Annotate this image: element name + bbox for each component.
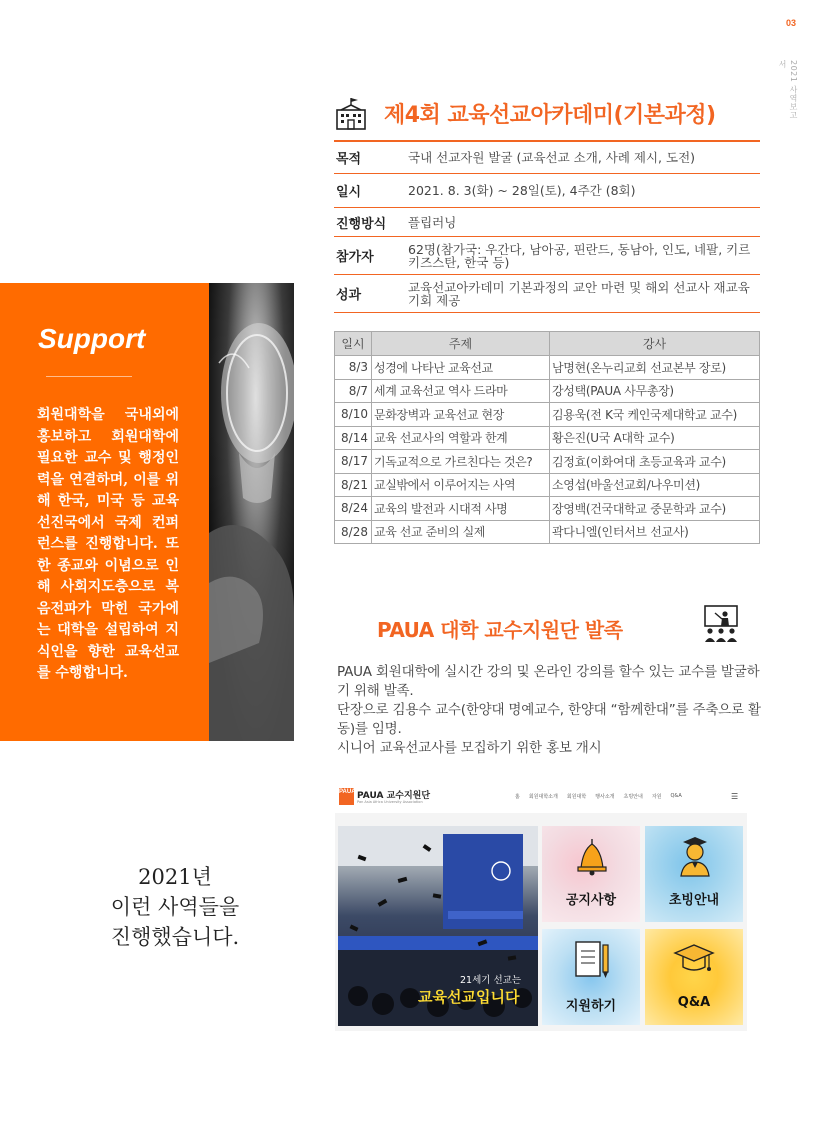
table-row bbox=[335, 497, 760, 521]
row-date: 8/28 bbox=[335, 520, 372, 544]
tile-notice[interactable] bbox=[542, 826, 640, 922]
graduate-person-icon bbox=[677, 834, 713, 878]
header-speaker: 강사 bbox=[550, 332, 760, 356]
table-row bbox=[335, 403, 760, 427]
tile-label: 공지사항 bbox=[565, 893, 617, 908]
table-row bbox=[335, 520, 760, 544]
graduation-cap-icon bbox=[673, 941, 715, 977]
info-label: 진행방식 bbox=[336, 216, 387, 232]
row-topic: 교육 선교사의 역할과 한계 bbox=[372, 426, 550, 450]
row-topic: 교육 선교 준비의 실제 bbox=[372, 520, 550, 544]
side-running-label: 2021 사역보고서 bbox=[778, 60, 798, 120]
nav-item[interactable]: 회원대학소개 bbox=[528, 794, 558, 800]
table-row bbox=[335, 356, 760, 380]
nav-item[interactable]: 회원대학 bbox=[566, 794, 587, 800]
faculty-title: PAUA 대학 교수지원단 발족 bbox=[377, 618, 623, 642]
hero-caption-line2: 교육선교입니다 bbox=[418, 988, 520, 1006]
info-label: 목적 bbox=[336, 152, 362, 167]
website-logo-text: PAUA 교수지원단 bbox=[357, 791, 431, 801]
info-label: 참가자 bbox=[336, 250, 374, 265]
lecture-audience-icon bbox=[701, 604, 741, 644]
graduation-hero-image bbox=[338, 826, 538, 1026]
hamburger-menu-icon[interactable]: ☰ bbox=[731, 792, 739, 801]
row-topic: 교육의 발전과 시대적 사명 bbox=[372, 497, 550, 521]
bell-icon bbox=[575, 836, 609, 876]
website-logo-mark: PAUA bbox=[339, 788, 354, 805]
row-speaker: 김정효(이화여대 초등교육과 교수) bbox=[550, 450, 760, 474]
row-date: 8/3 bbox=[335, 356, 372, 380]
row-date: 8/7 bbox=[335, 379, 372, 403]
info-label: 성과 bbox=[336, 288, 362, 303]
schedule-header-row bbox=[335, 332, 760, 356]
row-speaker: 김용욱(전 K국 케인국제대학교 교수) bbox=[550, 403, 760, 427]
faculty-paragraph: 단장으로 김용수 교수(한양대 명예교수, 한양대 “함께한대”를 주축으로 활동)를 임명. bbox=[337, 702, 761, 737]
info-value: 국내 선교자원 발굴 (교육선교 소개, 사례 제시, 도전) bbox=[408, 150, 696, 165]
tile-invitation[interactable] bbox=[645, 826, 743, 922]
row-date: 8/10 bbox=[335, 403, 372, 427]
faculty-paragraph: PAUA 회원대학에 실시간 강의 및 온라인 강의를 할수 있는 교수를 발굴하기 위해 발족. bbox=[337, 664, 760, 699]
support-description: 회원대학을 국내외에 홍보하고 회원대학에 필요한 교수 및 행정인력을 연결하며, 이를 위해 한국, 미국 등 교육선진국에서 국제 컨퍼런스를 진행합니다. 또한 종교와 이념으로 인해 사회지도층으로 복음전파가 막힌 국가에는 대학을 설립하여 지식인을 향한 교육선교를 수행합니다. bbox=[37, 407, 179, 681]
page-number: 03 bbox=[786, 18, 797, 28]
website-screenshot bbox=[335, 781, 747, 1031]
row-date: 8/17 bbox=[335, 450, 372, 474]
info-row-outcome bbox=[334, 275, 760, 313]
academy-info-table bbox=[334, 140, 760, 313]
tile-label: 초빙안내 bbox=[668, 893, 720, 908]
row-topic: 문화장벽과 교육선교 현장 bbox=[372, 403, 550, 427]
faculty-description bbox=[337, 663, 762, 758]
row-date: 8/24 bbox=[335, 497, 372, 521]
table-row bbox=[335, 450, 760, 474]
row-speaker: 소영섭(바울선교회/나우미션) bbox=[550, 473, 760, 497]
faculty-paragraph: 시니어 교육선교사를 모집하기 위한 홍보 개시 bbox=[337, 740, 602, 756]
nav-item[interactable]: Q&A bbox=[670, 793, 682, 799]
row-speaker: 강성택(PAUA 사무총장) bbox=[550, 379, 760, 403]
info-row-date bbox=[334, 174, 760, 208]
website-logo-subtitle: Pan Asia Africa University Association bbox=[357, 800, 423, 804]
support-title: Support bbox=[38, 323, 146, 354]
year-caption-line2: 이런 사역들을 bbox=[110, 895, 240, 919]
year-caption bbox=[60, 862, 290, 952]
row-topic: 기독교적으로 가르친다는 것은? bbox=[372, 450, 550, 474]
info-row-purpose bbox=[334, 142, 760, 174]
row-speaker: 장영백(건국대학교 중문학과 교수) bbox=[550, 497, 760, 521]
nav-item[interactable]: 초빙안내 bbox=[623, 794, 643, 800]
row-topic: 성경에 나타난 교육선교 bbox=[372, 356, 550, 380]
schedule-table bbox=[334, 331, 760, 544]
tile-qna[interactable] bbox=[645, 929, 743, 1025]
nav-item[interactable]: 홈 bbox=[515, 794, 520, 800]
tile-apply[interactable] bbox=[542, 929, 640, 1025]
nav-item[interactable]: 자원 bbox=[651, 794, 662, 800]
info-value: 교육선교아카데미 기본과정의 교안 마련 및 해외 선교사 재교육 기회 제공 bbox=[408, 279, 750, 308]
tile-label: Q&A bbox=[677, 995, 711, 1010]
tile-label: 지원하기 bbox=[565, 999, 617, 1014]
nav-item[interactable]: 행사소개 bbox=[595, 794, 615, 800]
info-value: 2021. 8. 3(화) ~ 28일(토), 4주간 (8회) bbox=[408, 183, 636, 198]
header-date: 일시 bbox=[335, 332, 372, 356]
website-nav bbox=[515, 793, 682, 800]
info-value: 62명(참가국: 우간다, 남아공, 핀란드, 동남아, 인도, 네팔, 키르키즈스탄, 한국 등) bbox=[408, 241, 751, 270]
support-panel bbox=[0, 283, 209, 741]
row-speaker: 황은진(U국 A대학 교수) bbox=[550, 426, 760, 450]
row-speaker: 곽다니엘(인터서브 선교사) bbox=[550, 520, 760, 544]
table-row bbox=[335, 473, 760, 497]
table-row bbox=[335, 426, 760, 450]
year-caption-line3: 진행했습니다. bbox=[110, 925, 240, 949]
info-row-participants bbox=[334, 237, 760, 275]
notebook-pencil-icon bbox=[572, 939, 612, 981]
row-topic: 교실밖에서 이루어지는 사역 bbox=[372, 473, 550, 497]
year-caption-line1: 2021년 bbox=[138, 865, 212, 889]
info-value: 플립러닝 bbox=[408, 214, 457, 230]
school-building-icon bbox=[333, 96, 369, 132]
row-date: 8/21 bbox=[335, 473, 372, 497]
table-row bbox=[335, 379, 760, 403]
header-topic: 주제 bbox=[372, 332, 550, 356]
info-row-method bbox=[334, 208, 760, 237]
lightbulb-hand-photo bbox=[209, 283, 294, 741]
row-topic: 세계 교육선교 역사 드라마 bbox=[372, 379, 550, 403]
website-header bbox=[335, 781, 747, 813]
row-speaker: 남명현(온누리교회 선교본부 장로) bbox=[550, 356, 760, 380]
info-label: 일시 bbox=[336, 185, 362, 200]
support-divider bbox=[46, 376, 132, 377]
academy-title: 제4회 교육선교아카데미(기본과정) bbox=[384, 103, 716, 128]
hero-caption-line1: 21세기 선교는 bbox=[460, 975, 521, 986]
row-date: 8/14 bbox=[335, 426, 372, 450]
